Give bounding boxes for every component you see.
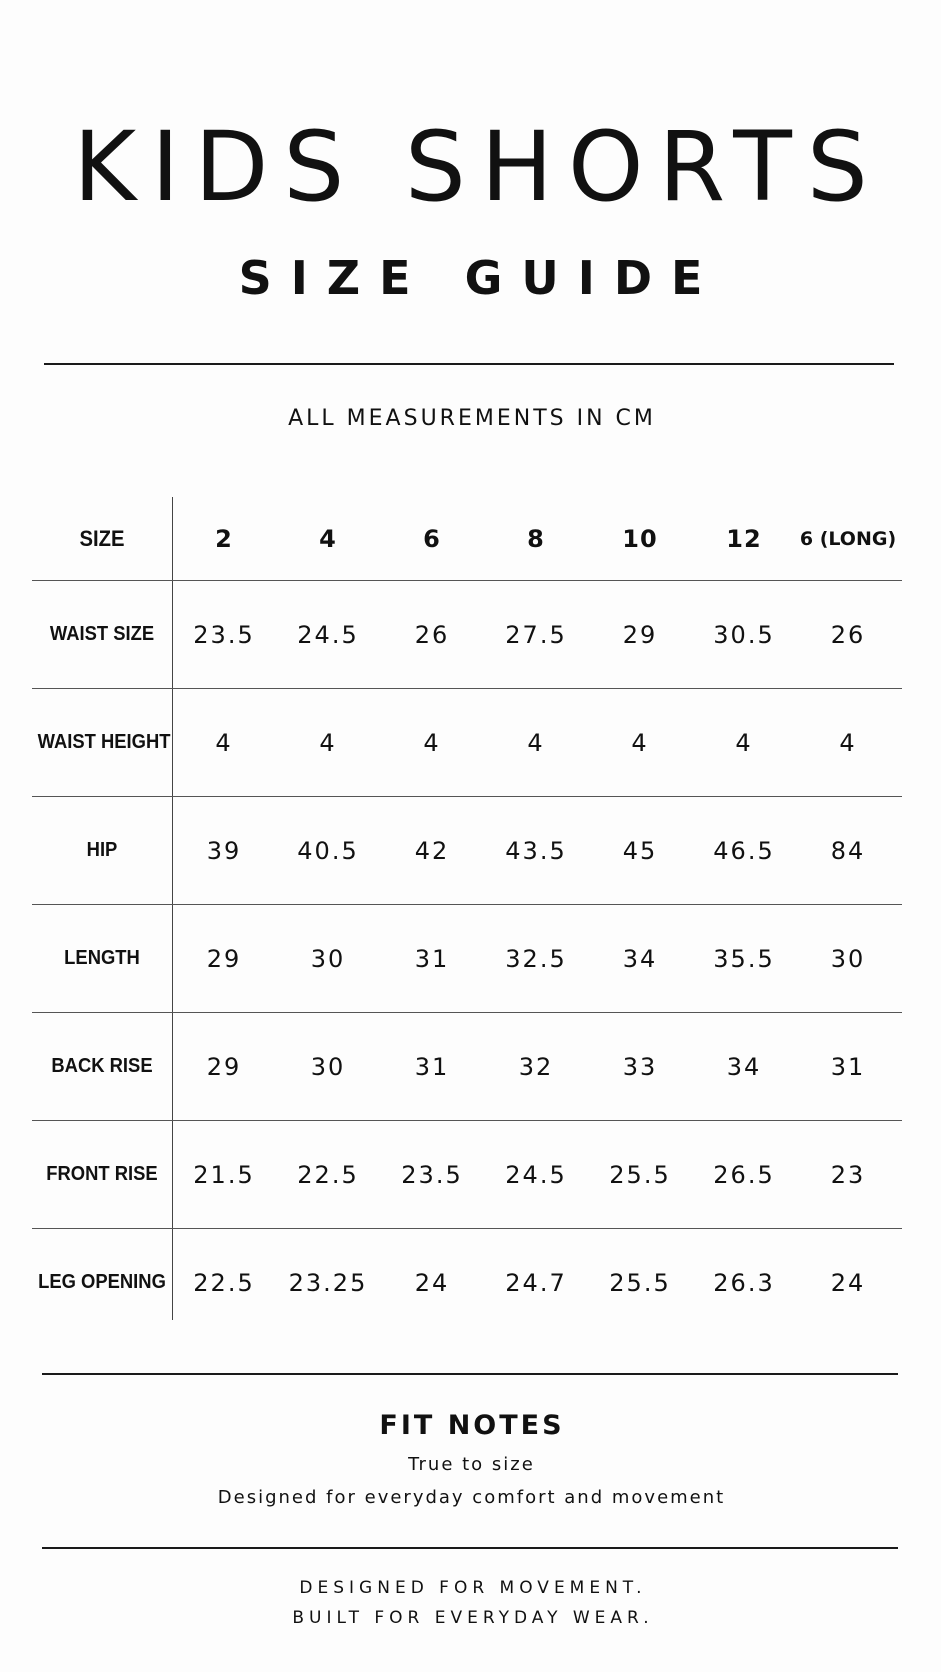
- table-row: [32, 796, 902, 904]
- row-label: FRONT RISE: [46, 1163, 158, 1185]
- row-label: HIP: [86, 839, 118, 861]
- table-cell: 23: [830, 1160, 866, 1189]
- table-cell: 39: [206, 836, 242, 865]
- table-cell: 32: [518, 1052, 554, 1081]
- table-cell: 33: [622, 1052, 658, 1081]
- size-header: 4: [319, 524, 337, 553]
- table-row: [32, 1012, 902, 1120]
- page-subtitle: SIZE GUIDE: [238, 251, 722, 305]
- table-cell: 31: [414, 944, 450, 973]
- table-cell: 4: [631, 728, 649, 757]
- tagline-line: DESIGNED FOR MOVEMENT.: [299, 1578, 647, 1598]
- size-header: 6 (LONG): [799, 527, 897, 550]
- table-cell: 24.7: [505, 1268, 567, 1297]
- table-cell: 34: [622, 944, 658, 973]
- table-cell: 27.5: [505, 620, 567, 649]
- fit-notes-bottom-divider: [42, 1547, 898, 1549]
- table-cell: 42: [414, 836, 450, 865]
- table-cell: 30: [310, 944, 346, 973]
- table-row: [32, 688, 902, 796]
- table-cell: 29: [206, 944, 242, 973]
- table-cell: 4: [735, 728, 753, 757]
- fit-notes-top-divider: [42, 1373, 898, 1375]
- table-cell: 4: [319, 728, 337, 757]
- row-label: LEG OPENING: [38, 1271, 166, 1293]
- table-cell: 29: [622, 620, 658, 649]
- table-cell: 4: [839, 728, 857, 757]
- table-cell: 30: [310, 1052, 346, 1081]
- size-header: 2: [215, 524, 233, 553]
- size-header: 6: [423, 524, 441, 553]
- size-table: [32, 497, 902, 1336]
- table-cell: 34: [726, 1052, 762, 1081]
- table-header-row: [32, 497, 902, 580]
- table-cell: 24: [830, 1268, 866, 1297]
- size-header: 12: [726, 524, 762, 553]
- table-cell: 24.5: [297, 620, 359, 649]
- table-cell: 35.5: [713, 944, 775, 973]
- table-cell: 84: [830, 836, 866, 865]
- table-cell: 21.5: [193, 1160, 255, 1189]
- table-corner-label: SIZE: [79, 525, 125, 551]
- table-cell: 4: [527, 728, 545, 757]
- size-header: 8: [527, 524, 545, 553]
- table-cell: 22.5: [193, 1268, 255, 1297]
- fit-note: True to size: [408, 1454, 535, 1475]
- tagline-line: BUILT FOR EVERYDAY WEAR.: [292, 1608, 654, 1628]
- fit-notes-title: FIT NOTES: [379, 1410, 565, 1441]
- table-cell: 24: [414, 1268, 450, 1297]
- table-cell: 29: [206, 1052, 242, 1081]
- table-cell: 4: [215, 728, 233, 757]
- table-cell: 31: [414, 1052, 450, 1081]
- table-cell: 26.5: [713, 1160, 775, 1189]
- table-cell: 23.5: [193, 620, 255, 649]
- table-cell: 4: [423, 728, 441, 757]
- table-cell: 46.5: [713, 836, 775, 865]
- row-label: WAIST SIZE: [49, 623, 155, 645]
- table-cell: 40.5: [297, 836, 359, 865]
- table-cell: 26: [830, 620, 866, 649]
- table-cell: 26: [414, 620, 450, 649]
- row-label: WAIST HEIGHT: [37, 731, 171, 753]
- table-cell: 43.5: [505, 836, 567, 865]
- table-cell: 23.25: [288, 1268, 368, 1297]
- table-row: [32, 904, 902, 1012]
- table-cell: 30: [830, 944, 866, 973]
- table-row: [32, 1120, 902, 1228]
- table-cell: 25.5: [609, 1268, 671, 1297]
- table-cell: 24.5: [505, 1160, 567, 1189]
- table-cell: 31: [830, 1052, 866, 1081]
- table-cell: 32.5: [505, 944, 567, 973]
- table-cell: 26.3: [713, 1268, 775, 1297]
- row-label: LENGTH: [64, 947, 140, 969]
- table-cell: 30.5: [713, 620, 775, 649]
- table-cell: 25.5: [609, 1160, 671, 1189]
- fit-note: Designed for everyday comfort and movement: [217, 1487, 726, 1508]
- top-divider: [44, 363, 894, 365]
- table-cell: 23.5: [401, 1160, 463, 1189]
- units-note: ALL MEASUREMENTS IN CM: [288, 406, 656, 431]
- table-cell: 45: [622, 836, 658, 865]
- table-row: [32, 1228, 902, 1336]
- page-title: KIDS SHORTS: [73, 111, 883, 223]
- size-header: 10: [622, 524, 658, 553]
- table-cell: 22.5: [297, 1160, 359, 1189]
- row-label: BACK RISE: [51, 1055, 153, 1077]
- table-row: [32, 580, 902, 688]
